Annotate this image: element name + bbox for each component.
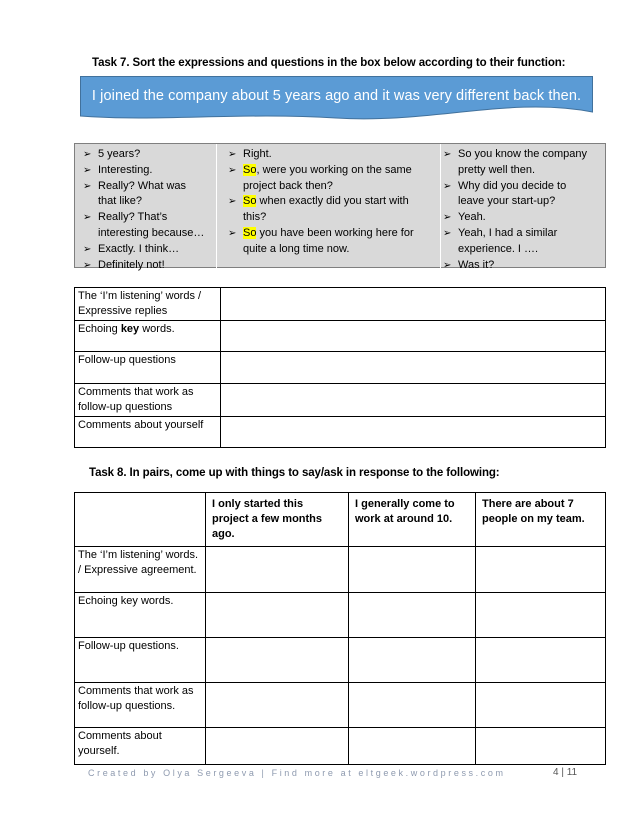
expression-text: So you know the company <box>458 148 588 160</box>
prompt-header-cell <box>476 493 606 547</box>
category-label: Echoing key words. <box>78 595 174 607</box>
arrow-bullet-icon: ➢ <box>83 180 92 192</box>
arrow-bullet-icon: ➢ <box>443 212 452 224</box>
arrow-bullet-icon: ➢ <box>83 243 92 255</box>
answer-cell[interactable] <box>221 417 606 448</box>
expression-item <box>228 163 436 195</box>
arrow-bullet-icon: ➢ <box>83 212 92 224</box>
expression-text: Was it? <box>458 258 495 271</box>
expression-text: when exactly did you start with <box>256 195 409 208</box>
arrow-bullet-icon: ➢ <box>228 196 237 208</box>
highlighted-word: So <box>243 226 257 239</box>
answer-cell[interactable] <box>476 683 606 728</box>
arrow-bullet-icon: ➢ <box>443 227 452 239</box>
category-label: Comments that work as follow-up questions <box>78 386 194 413</box>
arrow-bullet-icon: ➢ <box>443 180 452 192</box>
highlighted-word: So <box>243 195 257 208</box>
prompt-header-cell <box>206 493 349 547</box>
sentence-banner <box>80 76 593 121</box>
expression-text: Definitely not! <box>98 258 165 271</box>
corner-cell <box>75 493 206 547</box>
header-row <box>75 493 606 547</box>
expression-item <box>83 210 213 242</box>
arrow-bullet-icon: ➢ <box>443 259 452 271</box>
expression-item <box>443 179 603 211</box>
expression-text: Really? That’s <box>98 211 168 224</box>
page-number: 4 | 11 <box>553 767 578 778</box>
task8-title: Task 8. In pairs, come up with things to say/ask in response to the following: <box>89 467 500 479</box>
prompt-header-text: I generally come to work at around 10. <box>355 498 455 525</box>
prompt-header-text: I only started this project a few months ago. <box>212 498 323 540</box>
table-row <box>75 638 606 683</box>
arrow-bullet-icon: ➢ <box>228 149 237 160</box>
table-row <box>75 683 606 728</box>
category-label: Comments about yourself <box>78 419 204 431</box>
arrow-bullet-icon: ➢ <box>228 164 237 176</box>
category-cell <box>75 638 206 683</box>
expression-text-continued: leave your start-up? <box>458 195 556 208</box>
answer-cell[interactable] <box>221 321 606 352</box>
expression-text: Really? What was <box>98 179 187 192</box>
expression-text: 5 years? <box>98 148 141 160</box>
expressions-column-3 <box>443 147 603 273</box>
answer-cell[interactable] <box>349 547 476 593</box>
category-label: Echoing <box>78 323 121 335</box>
task7-table <box>74 287 606 448</box>
expression-text: Interesting. <box>98 163 153 176</box>
expressions-column-1 <box>83 147 213 273</box>
table-row <box>75 288 606 321</box>
table-row <box>75 417 606 448</box>
table-row <box>75 593 606 638</box>
table-row <box>75 352 606 384</box>
arrow-bullet-icon: ➢ <box>443 149 452 160</box>
expression-text: Yeah. <box>458 211 486 224</box>
category-label: Follow-up questions. <box>78 640 179 652</box>
footer-credit: Created by Olya Sergeeva | Find more at eltgeek.wordpress.com <box>88 768 506 778</box>
category-label: Comments about yourself. <box>78 730 162 757</box>
banner-text: I joined the company about 5 years ago and it was very different back then. <box>91 88 582 104</box>
arrow-bullet-icon: ➢ <box>83 149 92 160</box>
expression-text-continued: that like? <box>98 195 143 208</box>
expression-text: Right. <box>243 148 272 160</box>
expressions-column-2 <box>228 147 436 258</box>
table-row <box>75 547 606 593</box>
answer-cell[interactable] <box>206 638 349 683</box>
category-cell <box>75 352 221 384</box>
answer-cell[interactable] <box>206 547 349 593</box>
table-row <box>75 728 606 765</box>
answer-cell[interactable] <box>349 638 476 683</box>
column-divider <box>440 144 441 268</box>
answer-cell[interactable] <box>476 728 606 765</box>
expression-text-continued: quite a long time now. <box>243 242 350 255</box>
answer-cell[interactable] <box>221 384 606 417</box>
arrow-bullet-icon: ➢ <box>83 164 92 176</box>
answer-cell[interactable] <box>221 288 606 321</box>
category-cell <box>75 321 221 352</box>
expression-item <box>228 226 436 258</box>
expression-item <box>443 147 603 179</box>
expression-text: Why did you decide to <box>458 179 567 192</box>
category-cell <box>75 417 221 448</box>
arrow-bullet-icon: ➢ <box>83 259 92 271</box>
expression-item <box>83 179 213 211</box>
expression-text-continued: pretty well then. <box>458 163 536 176</box>
expression-text: , were you working on the same <box>256 163 412 176</box>
expression-text: you have been working here for <box>256 226 414 239</box>
category-cell <box>75 384 221 417</box>
category-label-bold: key <box>120 323 140 335</box>
prompt-header-cell <box>349 493 476 547</box>
expression-text-continued: this? <box>243 211 267 224</box>
answer-cell[interactable] <box>476 593 606 638</box>
expression-item <box>443 258 603 274</box>
category-cell <box>75 288 221 321</box>
arrow-bullet-icon: ➢ <box>228 227 237 239</box>
category-cell <box>75 547 206 593</box>
expression-text: Exactly. I think… <box>98 242 180 255</box>
category-label-end: words. <box>139 323 175 335</box>
category-cell <box>75 593 206 638</box>
category-label: Comments that work as follow-up questions. <box>78 685 194 712</box>
expression-text-continued: interesting because… <box>98 226 205 239</box>
category-label: The ‘I’m listening’ words / Expressive replies <box>78 290 202 317</box>
answer-cell[interactable] <box>349 683 476 728</box>
column-divider <box>216 144 217 268</box>
answer-cell[interactable] <box>206 728 349 765</box>
expression-item <box>443 210 603 226</box>
answer-cell[interactable] <box>349 728 476 765</box>
expression-text-continued: experience. I …. <box>458 242 539 255</box>
expression-item <box>443 226 603 258</box>
table-row <box>75 384 606 417</box>
category-cell <box>75 728 206 765</box>
expressions-box <box>74 143 606 271</box>
answer-cell[interactable] <box>221 352 606 384</box>
answer-cell[interactable] <box>206 593 349 638</box>
prompt-header-text: There are about 7 people on my team. <box>482 498 585 525</box>
highlighted-word: So <box>243 163 257 176</box>
expression-text: Yeah, I had a similar <box>458 226 558 239</box>
expression-item <box>83 242 213 258</box>
table-row <box>75 321 606 352</box>
category-label: Follow-up questions <box>78 354 176 366</box>
answer-cell[interactable] <box>476 547 606 593</box>
answer-cell[interactable] <box>476 638 606 683</box>
expression-item <box>83 147 213 163</box>
expression-item <box>83 258 213 274</box>
expression-item <box>228 194 436 226</box>
answer-cell[interactable] <box>349 593 476 638</box>
category-cell <box>75 683 206 728</box>
task8-table <box>74 492 606 765</box>
task7-title: Task 7. Sort the expressions and questions in the box below according to their function: <box>92 57 566 69</box>
expression-item <box>83 163 213 179</box>
expression-text-continued: project back then? <box>243 179 333 192</box>
category-label: The ‘I’m listening’ words. / Expressive agreement. <box>78 549 199 576</box>
expression-item <box>228 147 436 163</box>
answer-cell[interactable] <box>206 683 349 728</box>
